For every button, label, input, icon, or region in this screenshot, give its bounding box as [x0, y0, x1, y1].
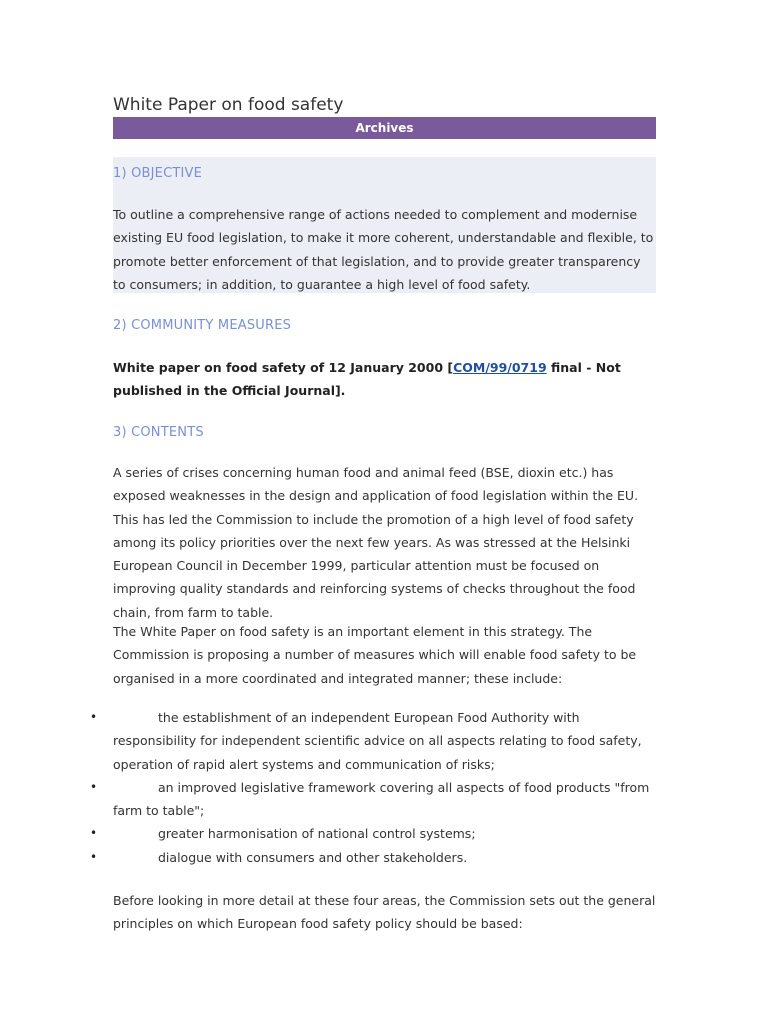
reference-text-before: White paper on food safety of 12 January 2000 [	[113, 360, 454, 375]
community-measures-heading: 2) COMMUNITY MEASURES	[113, 318, 292, 333]
objective-text: To outline a comprehensive range of actions needed to complement and modernise existing EU food legislation, to make it more coherent, understandable and flexible, to promote better enforcement of that legislation, and to provide greater transparency to consumers; in addition, to guarantee a high level of food safety.	[113, 207, 654, 292]
archives-bar[interactable]: Archives	[113, 117, 656, 139]
bullet-icon: •	[90, 826, 98, 841]
contents-paragraph-1: A series of crises concerning human food and animal feed (BSE, dioxin etc.) has exposed weaknesses in the design and application of food legislation within the EU. This has led the Commission to include the promotion of a high level of food safety among its policy priorities over the next few years. As was stressed at the Helsinki European Council in December 1999, particular attention must be focused on improving quality standards and reinforcing systems of checks throughout the food chain, from farm to table.	[113, 465, 639, 620]
list-item	[90, 776, 656, 823]
bullet-icon: •	[90, 849, 98, 864]
contents-heading: 3) CONTENTS	[113, 425, 204, 440]
contents-paragraph-3: Before looking in more detail at these four areas, the Commission sets out the general principles on which European food safety policy should be based:	[113, 893, 656, 932]
reference-text-after: final - Not published in the Official Journal].	[113, 360, 621, 398]
objective-heading: 1) OBJECTIVE	[113, 166, 203, 181]
bullet-icon: •	[90, 710, 98, 724]
contents-paragraph-2: The White Paper on food safety is an important element in this strategy. The Commission is proposing a number of measures which will enable food safety to be organised in a more coordinated and integrated manner; these include:	[113, 624, 637, 686]
bullet-icon: •	[90, 779, 98, 794]
measures-list	[90, 706, 656, 869]
list-item	[90, 706, 656, 776]
list-item	[90, 846, 656, 869]
list-item-text: an improved legislative framework covering all aspects of food products "from farm to table";	[113, 779, 650, 819]
com-document-link[interactable]: COM/99/0719	[453, 360, 547, 375]
page-title: White Paper on food safety	[113, 95, 344, 115]
list-item	[90, 822, 656, 845]
list-item-text: dialogue with consumers and other stakeholders.	[158, 849, 468, 865]
community-measures-reference	[113, 356, 656, 402]
list-item-text: greater harmonisation of national control systems;	[158, 826, 476, 842]
list-item-text: the establishment of an independent European Food Authority with responsibility for independent scientific advice on all aspects relating to food safety, operation of rapid alert systems and communication of risks;	[113, 710, 642, 772]
